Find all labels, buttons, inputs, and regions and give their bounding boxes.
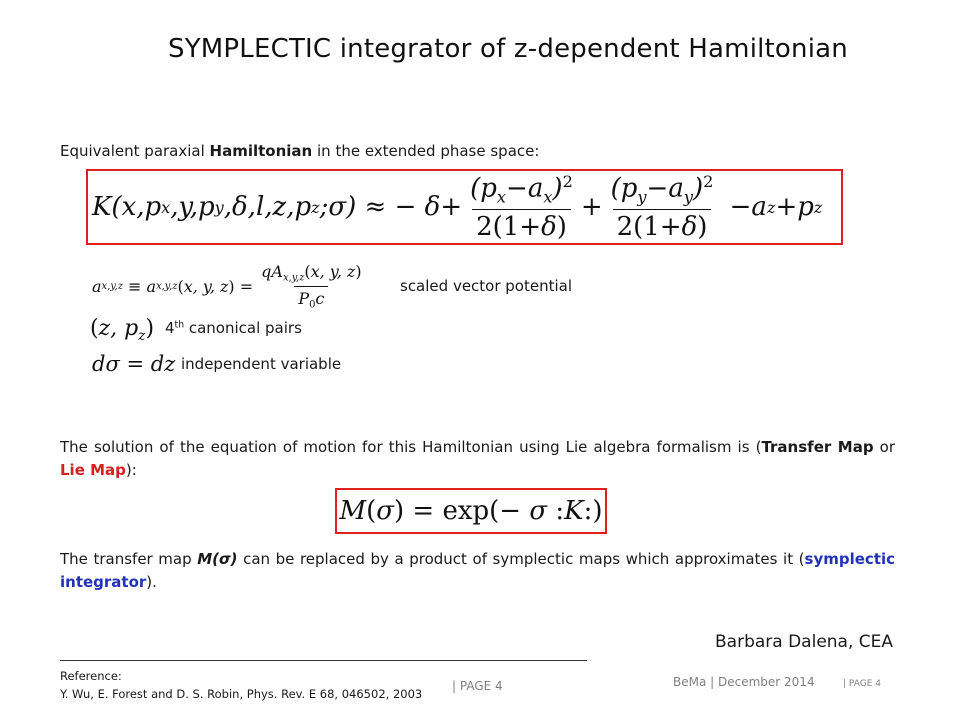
- transfer-map-symbol: M(σ): [197, 550, 238, 568]
- lie-map-equation: M ( σ ) = exp(− σ : K :): [339, 496, 603, 526]
- symplectic-integrator-term: symplectic integrator: [60, 550, 895, 591]
- author: Barbara Dalena, CEA: [715, 632, 894, 652]
- solution-text-2: ):: [125, 461, 137, 479]
- independent-variable-label: independent variable: [181, 355, 342, 373]
- independent-variable-formula: dσ = dz: [92, 352, 176, 376]
- reference-citation: Y. Wu, E. Forest and D. S. Robin, Phys. Rev. E 68, 046502, 2003: [60, 687, 423, 701]
- vector-potential-label: scaled vector potential: [400, 277, 573, 295]
- approximation-paragraph: [60, 548, 895, 594]
- solution-or: or: [873, 438, 895, 456]
- footer-page-right: | PAGE 4: [843, 679, 881, 689]
- reference-divider: [60, 660, 587, 661]
- transfer-map-term: Transfer Map: [761, 438, 874, 456]
- approx-text-1: The transfer map: [60, 550, 198, 568]
- slide-title: SYMPLECTIC integrator of z-dependent Hamiltonian: [168, 34, 848, 64]
- approx-text-3: ).: [146, 573, 157, 591]
- solution-text-1: The solution of the equation of motion for this Hamiltonian using Lie algebra formalism is (: [60, 438, 762, 456]
- approx-text-2: can be replaced by a product of symplectic maps which approximates it (: [237, 550, 805, 568]
- canonical-pairs-text: canonical pairs: [184, 319, 302, 337]
- canonical-pairs-superscript: th: [174, 319, 185, 331]
- vector-potential-formula: a x,y,z ≡ a x,y,z ( x, y, z ) = $\frac{qA_{x,y,z}(x, y, z)}{P_0c}$: [92, 262, 362, 310]
- reference-block: [60, 667, 422, 703]
- canonical-pairs-number: 4: [165, 319, 175, 337]
- canonical-pair-formula: (z, $p_z$): [90, 316, 155, 344]
- reference-label: Reference:: [60, 669, 122, 683]
- intro-prefix: Equivalent paraxial: [60, 142, 210, 160]
- hamiltonian-equation: K(x,p x ,y,p y ,δ,l,z,p z ;σ) ≈ − δ + $\frac{(p_x-a_x)^2}{2(1+\delta)}$ + $\frac{(p_y-a_y)^2}{2(1+\delta)}$ − a z + p z: [92, 172, 823, 242]
- footer-page-center: | PAGE 4: [452, 679, 503, 693]
- footer-event: BeMa | December 2014: [673, 675, 815, 689]
- lie-map-term: Lie Map: [60, 461, 126, 479]
- solution-paragraph: [60, 436, 895, 482]
- intro-bold-hamiltonian: Hamiltonian: [209, 142, 313, 160]
- intro-suffix: in the extended phase space:: [312, 142, 540, 160]
- intro-line: [60, 140, 539, 163]
- canonical-pairs-label: [165, 319, 302, 337]
